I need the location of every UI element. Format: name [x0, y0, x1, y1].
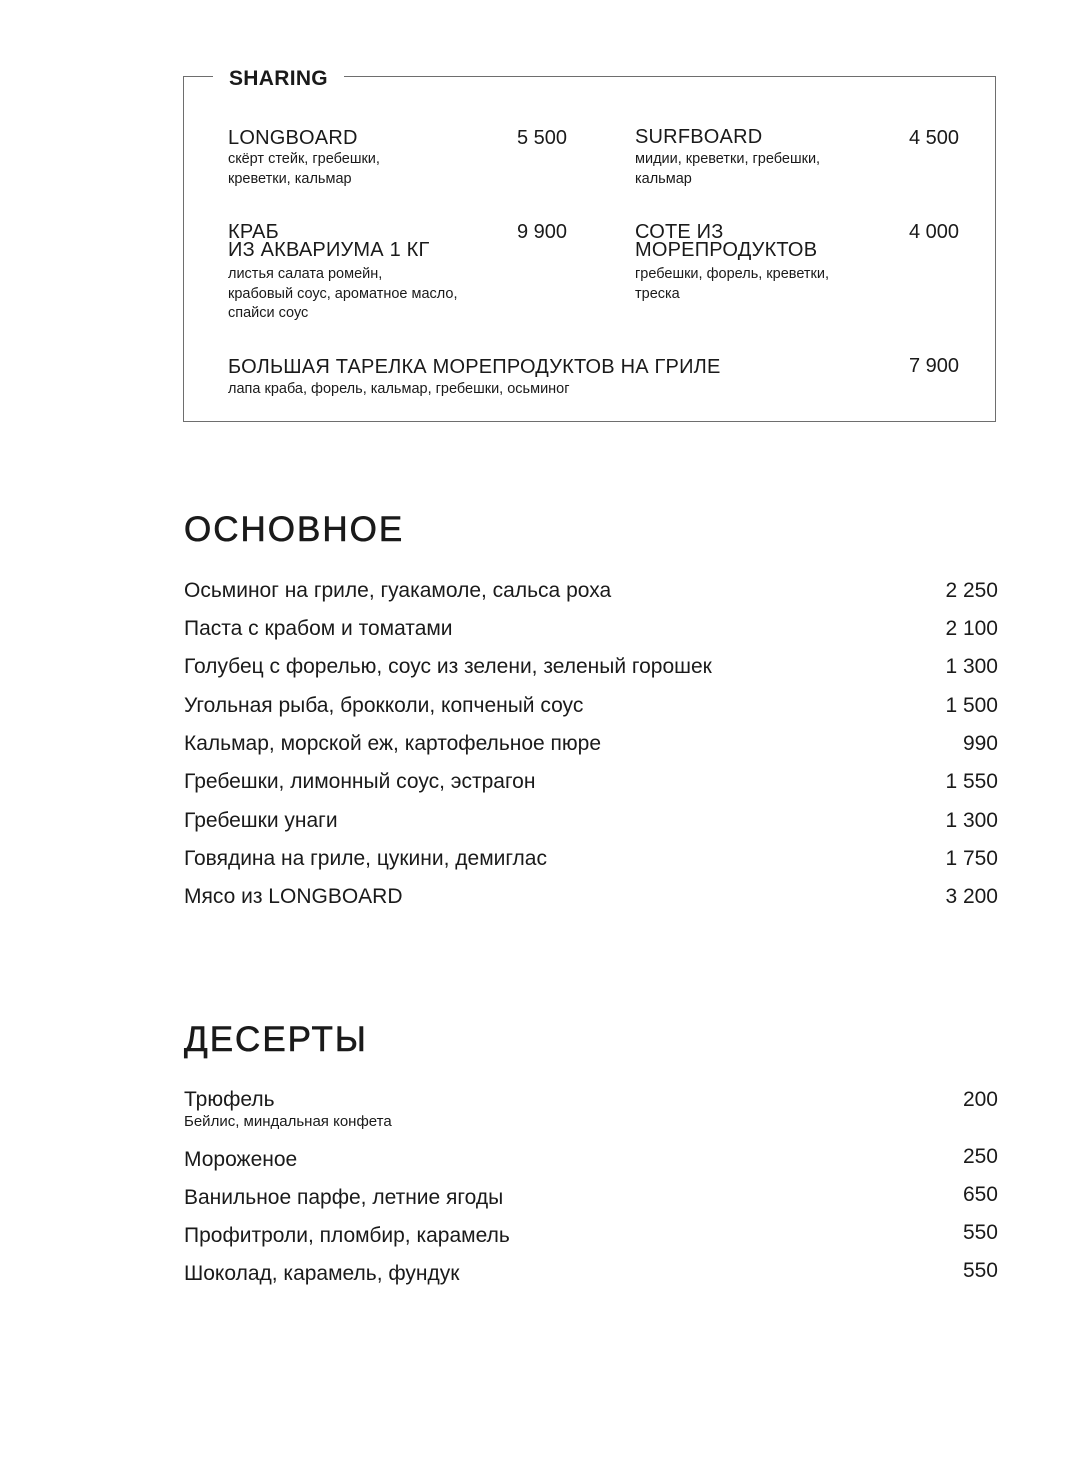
- menu-item-name: Трюфель: [184, 1088, 275, 1111]
- menu-item: [184, 1184, 998, 1214]
- menu-item: [184, 578, 998, 608]
- sharing-item-name: СОТЕ ИЗ МОРЕПРОДУКТОВ: [635, 221, 818, 261]
- sharing-item-name: SURFBOARD: [635, 126, 763, 148]
- menu-item: [184, 1260, 998, 1290]
- sharing-item-name: LONGBOARD: [228, 127, 358, 149]
- menu-item-price: 3 200: [945, 885, 998, 908]
- section-title-desserts: ДЕСЕРТЫ: [184, 1020, 368, 1059]
- menu-item-price: 200: [962, 1088, 998, 1111]
- sharing-item-desc: листья салата ромейн, крабовый соус, ароматное масло, спайси соус: [228, 266, 458, 321]
- menu-item-name: Паста с крабом и томатами: [184, 617, 453, 640]
- menu-item-price: 550: [962, 1259, 998, 1282]
- menu-item-name: Гребешки унаги: [184, 809, 338, 832]
- menu-item: [184, 1087, 998, 1135]
- menu-item-price: 650: [962, 1183, 998, 1206]
- menu-item-price: 250: [962, 1145, 998, 1168]
- menu-item: [184, 693, 998, 723]
- sharing-item-price: 7 900: [908, 355, 959, 377]
- sharing-item-price: 4 000: [908, 221, 959, 243]
- menu-item-price: 990: [962, 732, 998, 755]
- menu-item-name: Осьминог на гриле, гуакамоле, сальса роха: [184, 579, 612, 602]
- sharing-item-desc: лапа краба, форель, кальмар, гребешки, осьминог: [228, 381, 570, 397]
- menu-item: [184, 769, 998, 799]
- menu-item: [184, 731, 998, 761]
- menu-item-name: Профитроли, пломбир, карамель: [184, 1224, 510, 1247]
- menu-item-price: 1 500: [945, 694, 998, 717]
- menu-item: [184, 616, 998, 646]
- sharing-item-desc: гребешки, форель, креветки, треска: [635, 266, 830, 302]
- menu-item: [184, 884, 998, 914]
- menu-item-price: 1 300: [945, 655, 998, 678]
- menu-item: [184, 1146, 998, 1176]
- menu-item-name: Кальмар, морской еж, картофельное пюре: [184, 732, 602, 755]
- menu-item: [184, 654, 998, 684]
- menu-item: [184, 846, 998, 876]
- sharing-item-desc: скёрт стейк, гребешки, креветки, кальмар: [228, 151, 380, 187]
- menu-item-name: Угольная рыба, брокколи, копченый соус: [184, 694, 584, 717]
- sharing-item-desc: мидии, креветки, гребешки, кальмар: [635, 151, 821, 187]
- menu-item-name: Мороженое: [184, 1148, 298, 1171]
- menu-item: [184, 808, 998, 838]
- menu-item-desc: Бейлис, миндальная конфета: [184, 1113, 392, 1130]
- menu-item: [184, 1222, 998, 1252]
- menu-item-name: Говядина на гриле, цукини, демиглас: [184, 847, 547, 870]
- menu-item-name: Голубец с форелью, соус из зелени, зеленый горошек: [184, 655, 712, 678]
- menu-item-price: 2 100: [945, 617, 998, 640]
- menu-item-name: Ванильное парфе, летние ягоды: [184, 1186, 504, 1209]
- sharing-item-name: КРАБ ИЗ АКВАРИУМА 1 КГ: [228, 221, 430, 261]
- menu-item-name: Мясо из LONGBOARD: [184, 885, 403, 908]
- sharing-item-name: БОЛЬШАЯ ТАРЕЛКА МОРЕПРОДУКТОВ НА ГРИЛЕ: [228, 356, 721, 378]
- menu-item-name: Гребешки, лимонный соус, эстрагон: [184, 770, 536, 793]
- sharing-item-price: 5 500: [516, 127, 567, 149]
- menu-item-price: 2 250: [945, 579, 998, 602]
- menu-item-price: 550: [962, 1221, 998, 1244]
- section-title-main: ОСНОВНОЕ: [184, 510, 405, 549]
- menu-item-price: 1 300: [945, 809, 998, 832]
- menu-item-name: Шоколад, карамель, фундук: [184, 1262, 460, 1285]
- menu-item-price: 1 750: [945, 847, 998, 870]
- sharing-item-price: 4 500: [908, 127, 959, 149]
- menu-item-price: 1 550: [945, 770, 998, 793]
- sharing-item-price: 9 900: [516, 221, 567, 243]
- sharing-title: SHARING: [213, 66, 344, 92]
